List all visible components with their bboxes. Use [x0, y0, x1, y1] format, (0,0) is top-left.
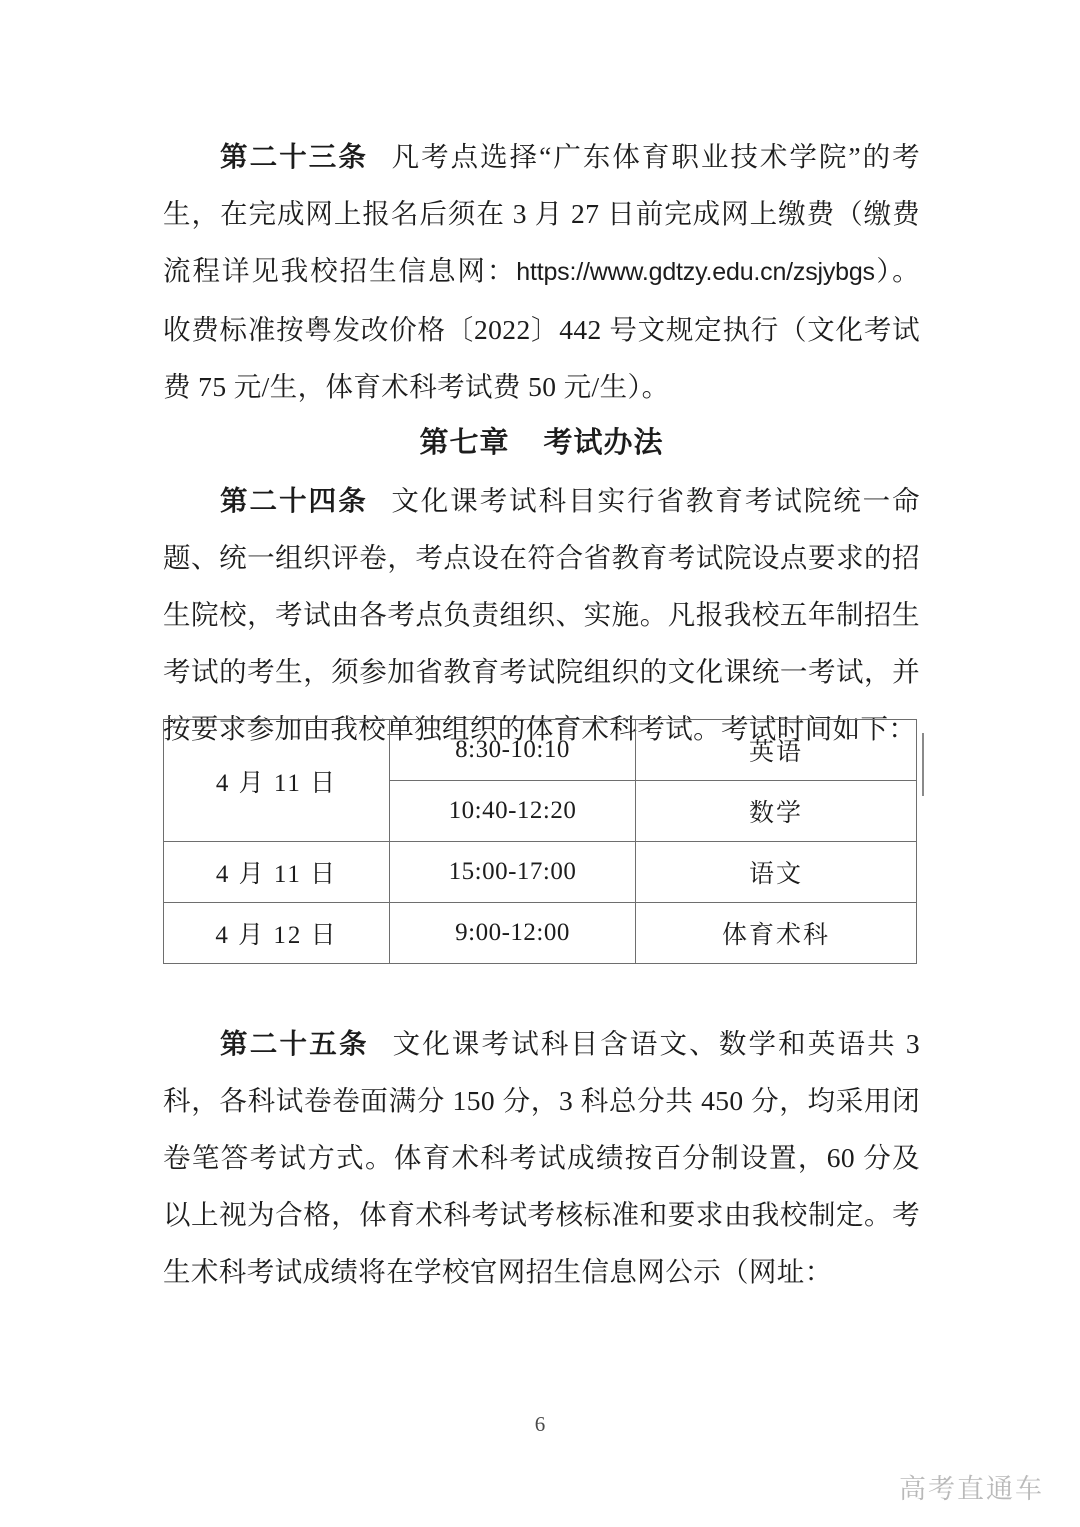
exam-schedule-body — [164, 720, 917, 964]
exam-date-cell: 4 月 11 日 — [164, 720, 390, 842]
exam-time-cell: 15:00-17:00 — [390, 842, 636, 903]
table-row — [164, 720, 917, 781]
article-23-number: 第二十三条 — [220, 141, 369, 172]
exam-schedule-table — [163, 719, 917, 964]
exam-time-cell: 8:30-10:10 — [390, 720, 636, 781]
document-body-lower — [163, 1015, 920, 1300]
table-row — [164, 903, 917, 964]
exam-subject-cell: 体育术科 — [636, 903, 917, 964]
chapter-7-heading — [163, 415, 920, 472]
article-25-text: 文化课考试科目含语文、数学和英语共 3 科，各科试卷卷面满分 150 分，3 科总分共 450 分，均采用闭卷笔答考试方式。体育术科考试成绩按百分制设置，60 分及以上视为合格，体育术科考试考核标准和要求由我校制定。考生术科考试成绩将在学校官网招生信息网公示（网址： — [163, 1028, 920, 1287]
chapter-label: 第七章 — [419, 427, 510, 459]
exam-subject-cell: 英语 — [636, 720, 917, 781]
article-23-text-before-url: 凡考点选择“广东体育职业技术学院”的考生，在完成网上报名后须在 3 月 27 日前完成网上缴费（缴费流程详见我校招生信息网： — [163, 141, 921, 286]
article-23-text-after-url: ）。收费标准按粤发改价格〔2022〕442 号文规定执行（文化考试费 75 元/生，体育术科考试费 50 元/生）。 — [163, 255, 920, 402]
exam-date-cell: 4 月 11 日 — [164, 842, 390, 903]
chapter-title: 考试办法 — [543, 427, 664, 459]
exam-subject-cell: 语文 — [636, 842, 917, 903]
exam-subject-cell: 数学 — [636, 781, 917, 842]
exam-date-cell: 4 月 12 日 — [164, 903, 390, 964]
article-23-paragraph — [163, 128, 920, 415]
exam-time-cell: 9:00-12:00 — [390, 903, 636, 964]
article-25-number: 第二十五条 — [220, 1028, 369, 1059]
exam-schedule-table-wrapper — [163, 719, 917, 964]
article-24-text: 文化课考试科目实行省教育考试院统一命题、统一组织评卷，考点设在符合省教育考试院设点要求的招生院校，考试由各考点负责组织、实施。凡报我校五年制招生考试的考生，须参加省教育考试院组织的文化课统一考试，并按要求参加由我校单独组织的体育术科考试。考试时间如下： — [163, 485, 921, 744]
page-number: 6 — [534, 1412, 546, 1436]
article-24-number: 第二十四条 — [220, 485, 368, 516]
article-24-paragraph — [163, 472, 920, 757]
exam-time-cell: 10:40-12:20 — [390, 781, 636, 842]
table-row — [164, 842, 917, 903]
document-body — [163, 128, 920, 757]
admissions-website-url: https://www.gdtzy.edu.cn/zsjybgs — [516, 258, 875, 286]
watermark-label: 高考直通车 — [899, 1474, 1044, 1504]
margin-tick-mark — [922, 733, 924, 796]
article-25-paragraph — [163, 1015, 920, 1300]
